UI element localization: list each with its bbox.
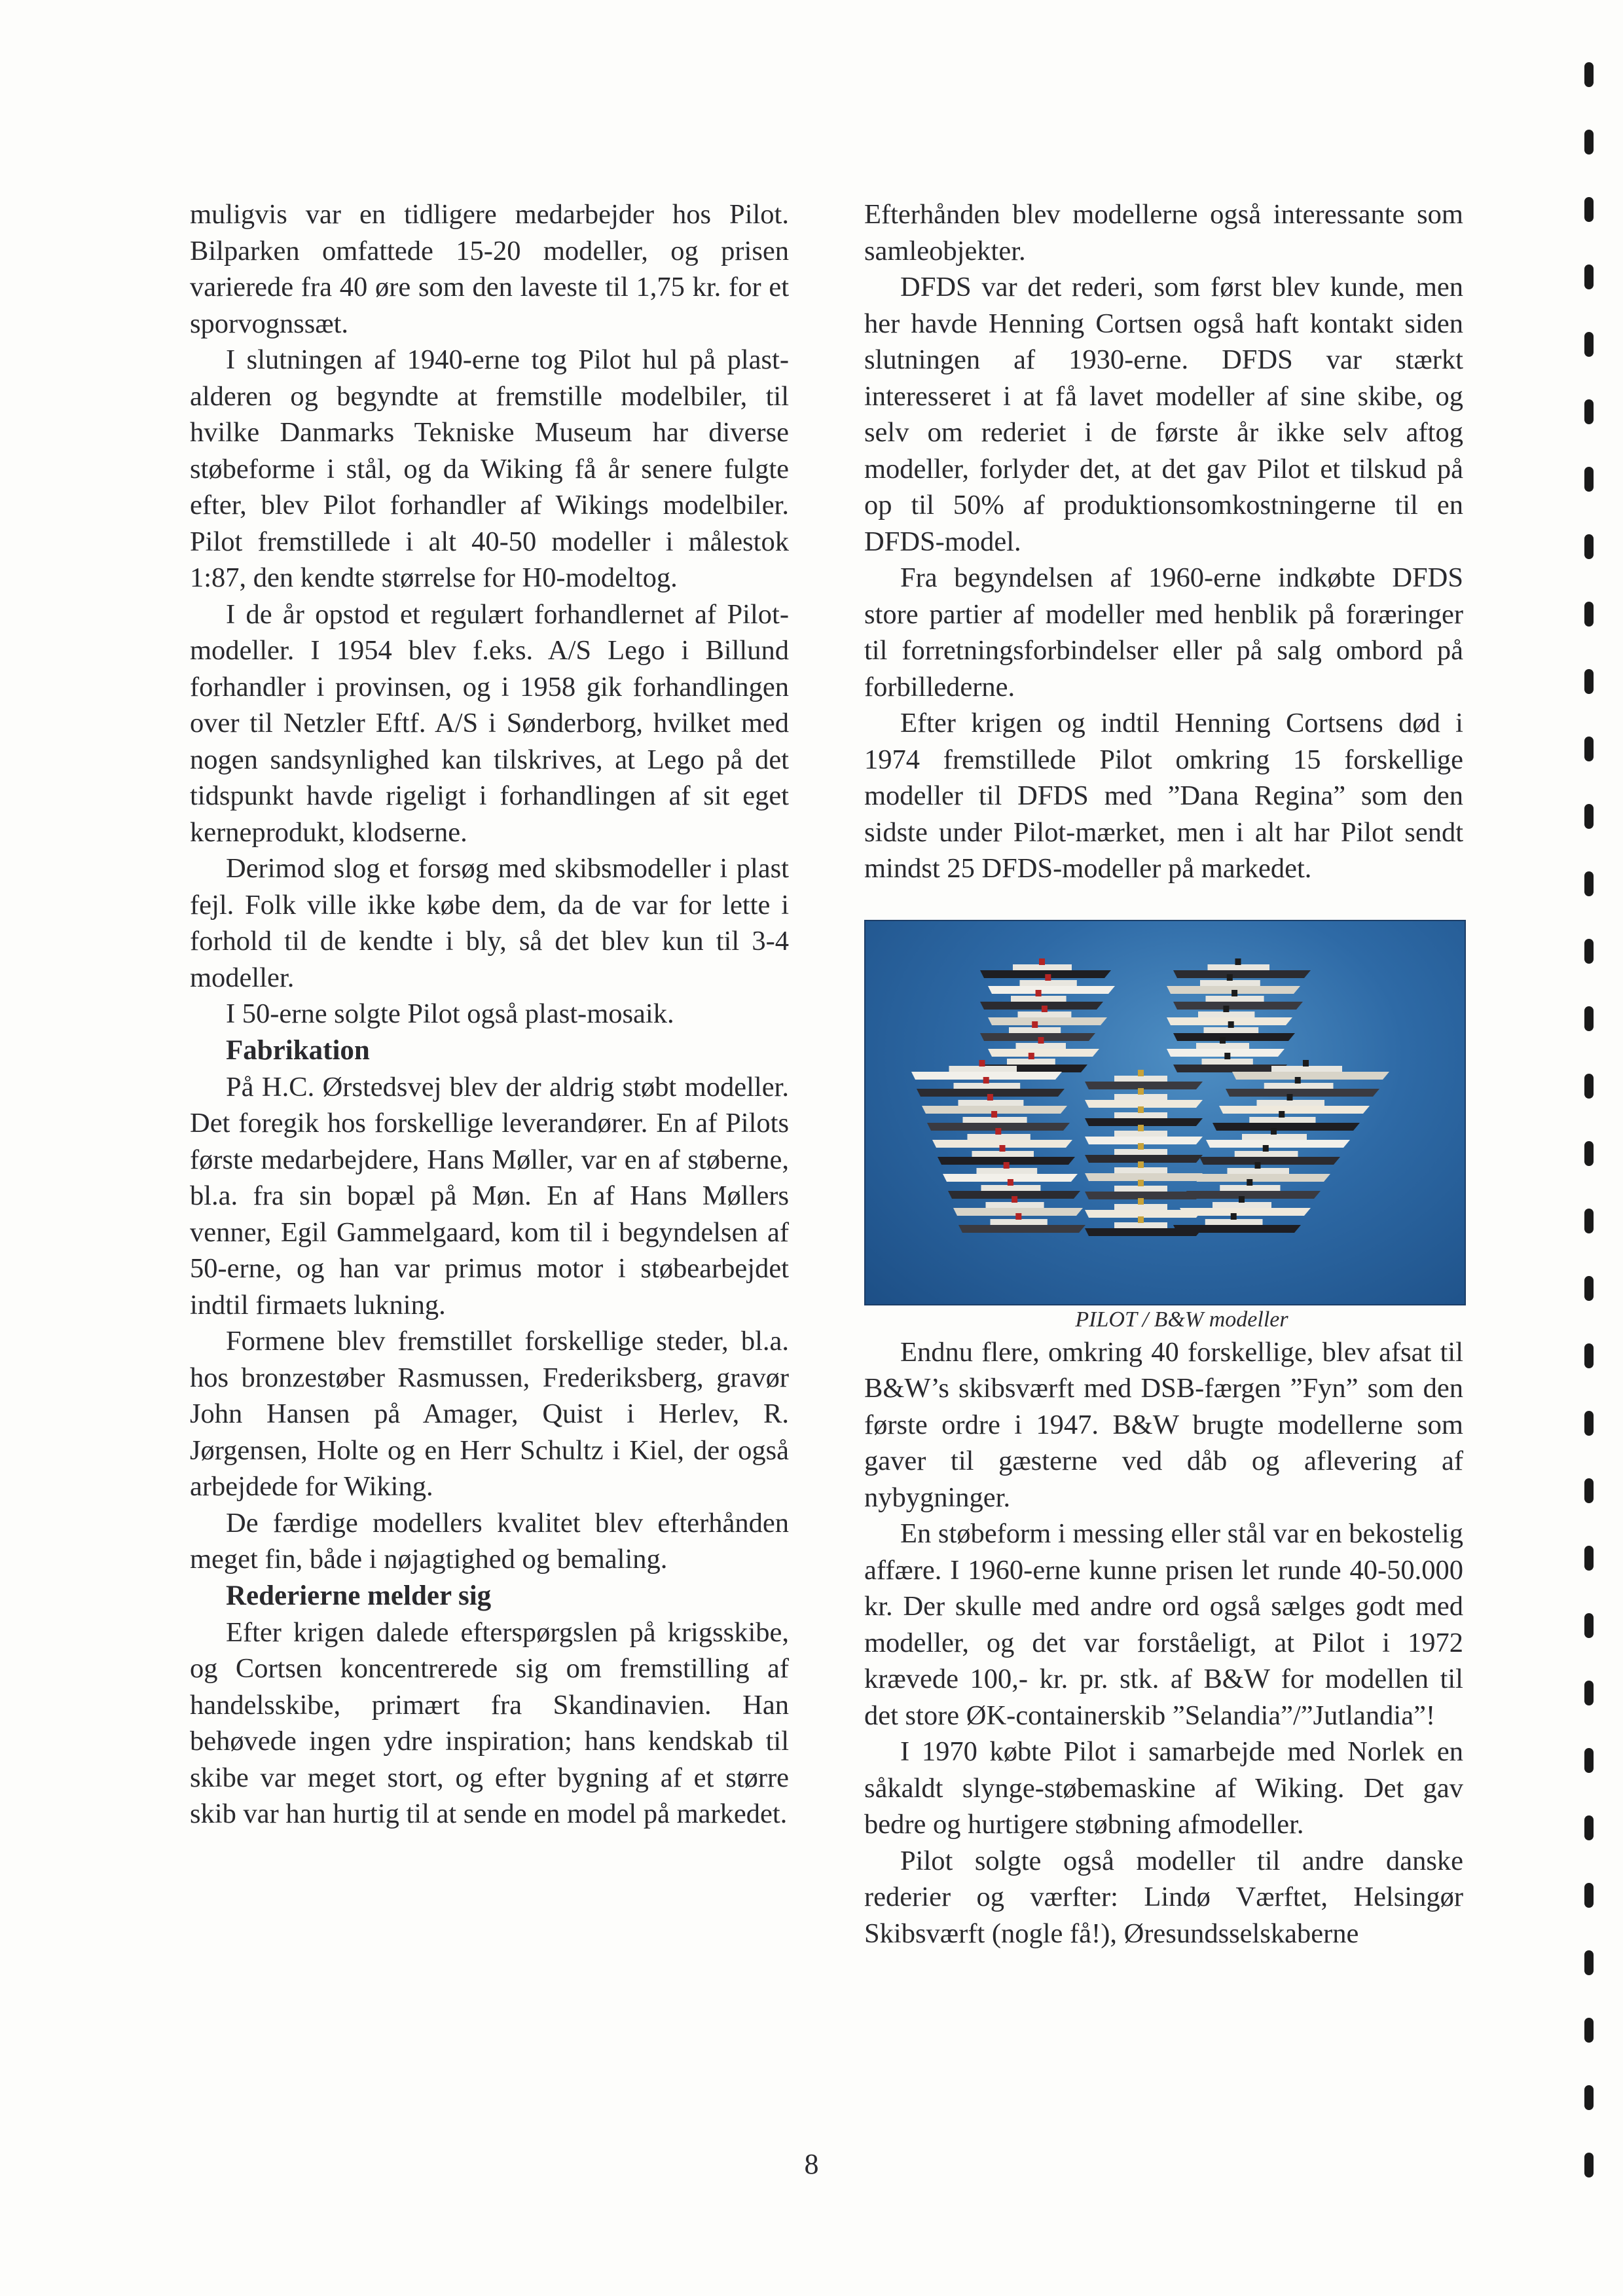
right-column bbox=[864, 196, 1463, 1952]
ship-model bbox=[953, 1196, 1083, 1216]
ship-model bbox=[1213, 1111, 1360, 1131]
binding-hole bbox=[1584, 1343, 1594, 1368]
paragraph: Derimod slog et forsøg med skibsmodeller i plast fejl. Folk ville ikke købe dem, da de var for lette i forhold til de kendte i bly, så det blev kun til 3-4 modeller. bbox=[190, 853, 789, 993]
binding-hole bbox=[1584, 2018, 1594, 2043]
binding-hole bbox=[1584, 1613, 1594, 1638]
binding-hole bbox=[1584, 332, 1594, 357]
binding-hole bbox=[1584, 602, 1594, 627]
ship-model bbox=[1173, 958, 1311, 978]
binding-hole bbox=[1584, 1276, 1594, 1301]
binding-hole bbox=[1584, 939, 1594, 964]
left-column bbox=[190, 196, 789, 1832]
binding-hole bbox=[1584, 534, 1594, 559]
section-heading-fabrikation: Fabrikation bbox=[226, 1034, 370, 1066]
binding-hole bbox=[1584, 1546, 1594, 1571]
paragraph: De færdige modellers kvalitet blev efterhånden meget fin, både i nøjagtighed og bemaling. bbox=[190, 1507, 789, 1575]
ship-model bbox=[1085, 1161, 1203, 1181]
ship-model bbox=[938, 1145, 1075, 1165]
paragraph: Efter krigen og indtil Henning Cortsens død i 1974 fremstillede Pilot omkring 15 forskellige modeller til DFDS med ”Dana Regina” som den sidste under Pilot-mærket, men i alt har Pilot sendt mindst 25 DFDS-modeller på markedet. bbox=[864, 708, 1463, 884]
binding-hole bbox=[1584, 871, 1594, 896]
binding-hole bbox=[1584, 669, 1594, 694]
paragraph: I slutningen af 1940-erne tog Pilot hul på plast-alderen og begyndte at fremstille modelbiler, til hvilke Danmarks Tekniske Museum har diverse støbeforme i stål, og da Wiking få år senere fulgte efter, blev Pilot forhandler af Wikings modelbiler. Pilot fremstillede i alt 40-50 modeller i målestok 1:87, den kendte størrelse for H0-modeltog. bbox=[190, 344, 789, 593]
ship-model bbox=[1206, 1128, 1350, 1148]
binding-hole bbox=[1584, 1815, 1594, 1840]
paragraph: I de år opstod et regulært forhandlernet af Pilot-modeller. I 1954 blev f.eks. A/S Lego i Billund forhandler i provinsen, og i 1958 gik forhandlingen over til Netzler Eftf. A/S i Sønderborg, hvilket med nogen sandsynlighed kan tilskrives, at Lego på det tidspunkt havde rigeligt i forhandlingen af sit eget kerneprodukt, klodserne. bbox=[190, 598, 789, 848]
ship-model bbox=[1199, 1145, 1340, 1165]
section-heading-rederierne: Rederierne melder sig bbox=[226, 1580, 492, 1611]
binding-hole bbox=[1584, 264, 1594, 289]
paragraph: DFDS var det rederi, som først blev kunde, men her havde Henning Cortsen også haft kontakt siden slutningen af 1930-erne. DFDS var stærkt interesseret i at få lavet modeller af sine skibe, og selv om rederiet i de første år ikke selv aftog modeller, forlyder det, at det gav Pilot et tilskud på op til 50% af produktionsomkostningerne til en DFDS-model. bbox=[864, 272, 1463, 557]
binding-hole bbox=[1584, 1950, 1594, 1975]
binding-hole bbox=[1584, 1883, 1594, 1908]
ship-model bbox=[1219, 1094, 1370, 1114]
figure-caption: PILOT / B&W modeller bbox=[1075, 1307, 1288, 1332]
binding-hole bbox=[1584, 1681, 1594, 1705]
binding-hole bbox=[1584, 1411, 1594, 1436]
binding-hole bbox=[1584, 2085, 1594, 2110]
binding-hole bbox=[1584, 399, 1594, 424]
ship-model bbox=[1085, 1143, 1203, 1163]
paragraph: På H.C. Ørstedsvej blev der aldrig støbt modeller. Det foregik hos forskellige leverandører. En af Pilots første medarbejdere, Hans Møller, var en af støberne, bl.a. fra sin bopæl på Møn. En af Hans Møllers venner, Egil Gammelgaard, kom til i begyndelsen af 50-erne, og han var primus motor i støbearbejdet indtil firmaets lukning. bbox=[190, 1071, 789, 1321]
ship-models-photo bbox=[864, 920, 1466, 1305]
binding-hole bbox=[1584, 1748, 1594, 1773]
ship-model bbox=[1085, 1088, 1203, 1108]
ship-model bbox=[917, 1077, 1065, 1097]
ship-model bbox=[1226, 1077, 1379, 1097]
ship-model bbox=[948, 1179, 1080, 1199]
ship-models-illustration bbox=[866, 921, 1465, 1304]
ship-model bbox=[1085, 1070, 1203, 1089]
ship-model bbox=[932, 1128, 1072, 1148]
binding-hole bbox=[1584, 62, 1594, 87]
ship-model bbox=[922, 1094, 1067, 1114]
binding-hole bbox=[1584, 130, 1594, 155]
binding-hole bbox=[1584, 1006, 1594, 1031]
ship-model bbox=[1085, 1125, 1203, 1144]
binding-hole bbox=[1584, 1209, 1594, 1233]
ship-model bbox=[943, 1162, 1078, 1182]
binding-hole bbox=[1584, 197, 1594, 222]
paragraph: Efterhånden blev modellerne også interessante som samleobjekter. bbox=[864, 199, 1463, 266]
paragraph: Efter krigen dalede efterspørgslen på krigsskibe, og Cortsen koncentrerede sig om fremstilling af handelsskibe, primært fra Skandinavien. Han behøvede ingen ydre inspiration; hans kendskab til skibe var meget stort, og efter bygning af et større skib var han hurtig til at sende en model på markedet. bbox=[190, 1616, 789, 1829]
binding-hole bbox=[1584, 2153, 1594, 2178]
binding-hole bbox=[1584, 1478, 1594, 1503]
page-number: 8 bbox=[804, 2148, 819, 2180]
paragraph: I 1970 købte Pilot i samarbejde med Norlek en såkaldt slynge-støbemaskine af Wiking. Det gav bedre og hurtigere støbning afmodeller. bbox=[864, 1736, 1463, 1840]
paragraph: Formene blev fremstillet forskellige steder, bl.a. hos bronzestøber Rasmussen, Frederiksberg, gravør John Hansen på Amager, Quist i Herlev, R. Jørgensen, Holte og en Herr Schultz i Kiel, der også arbejdede for Wiking. bbox=[190, 1326, 789, 1502]
ship-model bbox=[1193, 1162, 1330, 1182]
paragraph: I 50-erne solgte Pilot også plast-mosaik. bbox=[226, 998, 674, 1029]
paragraph: Endnu flere, omkring 40 forskellige, blev afsat til B&W’s skibsværft med DSB-færgen ”Fyn” som den første ordre i 1947. B&W brugte modellerne som gaver til gæsterne ved dåb og aflevering af nybygninger. bbox=[864, 1336, 1463, 1513]
ship-model bbox=[958, 1213, 1085, 1233]
paragraph: muligvis var en tidligere medarbejder hos Pilot. Bilparken omfattede 15-20 modeller, og prisen varierede fra 40 øre som den laveste til 1,75 kr. for et sporvognssæt. bbox=[190, 199, 789, 339]
ship-model bbox=[1085, 1180, 1203, 1199]
ship-model bbox=[1186, 1179, 1321, 1199]
ship-model bbox=[1085, 1106, 1203, 1126]
binding-hole bbox=[1584, 1074, 1594, 1099]
paragraph: En støbeform i messing eller stål var en bekostelig affære. I 1960-erne kunne prisen let runde 40-50.000 kr. Der skulle med andre ord også sælges godt med modeller, og det var forståeligt, at Pilot i 1972 krævede 100,- kr. pr. stk. af B&W for modellen til det store ØK-containerskib ”Selandia”/”Jutlandia”! bbox=[864, 1518, 1463, 1731]
binding-hole bbox=[1584, 737, 1594, 761]
binding-hole bbox=[1584, 467, 1594, 492]
binding-hole bbox=[1584, 1141, 1594, 1166]
paragraph: Pilot solgte også modeller til andre danske rederier og værfter: Lindø Værftet, Helsingør Skibsværft (nogle få!), Øresundsselskaberne bbox=[864, 1845, 1463, 1949]
binding-hole bbox=[1584, 804, 1594, 829]
ship-model bbox=[927, 1111, 1070, 1131]
paragraph: Fra begyndelsen af 1960-erne indkøbte DFDS store partier af modeller med henblik på foræringer til forretningsforbindelser eller på salg ombord på forbillederne. bbox=[864, 562, 1463, 702]
